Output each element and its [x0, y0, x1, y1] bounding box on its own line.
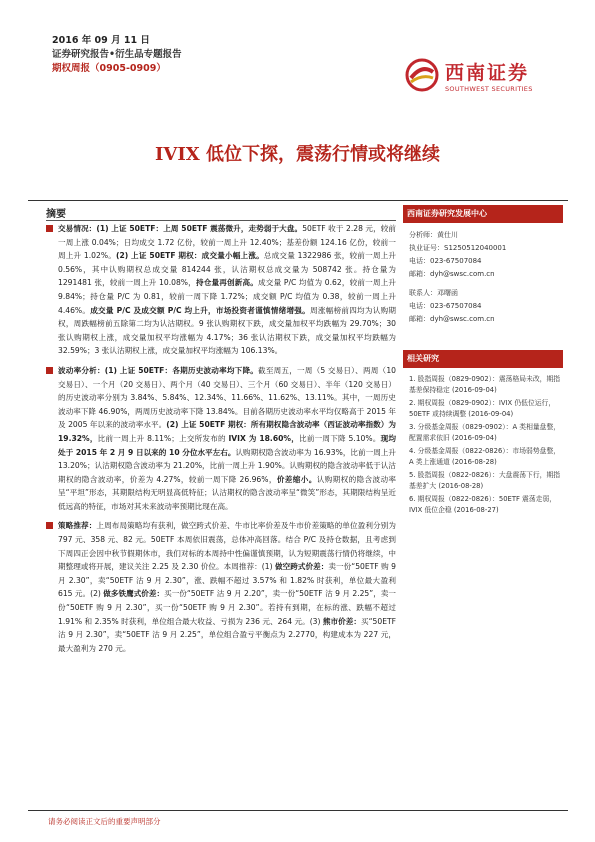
bold-text: 波动率分析：(1) 上证 50ETF：各期历史波动率均下降。 — [58, 365, 259, 375]
bold-text: 持仓量再创新高。 — [195, 278, 259, 288]
body-text: 总成交量 1322986 张，较前一周上升 0.56%，其中认购期权总成交量 814244 张，认沽期权总成交量为 508742 张。持仓量为 1291481 张，较前一周上升 10.08%， — [58, 251, 396, 288]
sidebar — [403, 205, 563, 518]
logo-mark-icon — [405, 58, 439, 92]
divider — [46, 220, 396, 221]
related-item[interactable]: 6. 期权周报（0822-0826）：50ETF 震荡走弱，IVIX 低位企稳 (2016-08-27) — [409, 495, 557, 514]
bold-text: 策略推荐： — [58, 521, 97, 531]
bullet-icon — [46, 367, 53, 374]
body-text: 成交量 P/C 均值为 0.62，较前一周上升 9.84%；持仓量 P/C 为 0.81，较前一周下降 1.72%；成交额 P/C 均值为 0.38，较前一周上升 4.46%。 — [58, 278, 397, 315]
bold-text: 做多铁鹰式价差： — [103, 589, 165, 599]
report-header — [52, 34, 182, 76]
analyst-phone: 电话：023-67507084 — [409, 257, 482, 265]
body-text: 买“50ETF 沽 9 月 2.30”，卖“50ETF 沽 9 月 2.25”，单位组合盈亏平衡点为 2.2770，构建成本为 227 元，最大盈利为 270 元。 — [58, 616, 397, 653]
report-title: IVIX 低位下探，震荡行情或将继续 — [154, 144, 441, 165]
abstract-paragraph — [46, 364, 396, 514]
contact-name: 联系人：邓曙函 — [409, 289, 458, 297]
bullet-icon — [46, 522, 53, 529]
bold-text: 价差缩小。 — [276, 474, 317, 484]
related-item[interactable]: 1. 股指周报（0829-0902）：震荡格局未改，期指基差保持稳定 (2016-09-04) — [409, 375, 561, 394]
report-series: 期权周报（0905-0909） — [52, 63, 166, 74]
bold-text: (2) 上证 50ETF 期权：成交量小幅上涨。 — [116, 251, 264, 261]
center-title: 西南证券研究发展中心 — [403, 205, 563, 223]
analyst-name: 分析师：黄仕川 — [409, 231, 458, 239]
related-item[interactable]: 5. 股指周报（0822-0826）：大盘震荡下行，期指基差扩大 (2016-08-28) — [409, 471, 561, 490]
body-text: 上周布局策略均有获利，做空跨式价差、牛市比率价差及牛市价差策略的单位盈利分别为 797 元、358 元、82 元。50ETF 本周依旧震荡，总体冲高回落。结合 P/C 及持仓数据，且考虑到下周四正会因中秋节假期休市，我们对标的本周持中性偏谨慎预期，认为短期震荡行情仍将继续，中期整理或将开展，建议关注 2.25 及 2.30 价位。本周推荐：(1) — [58, 521, 396, 572]
abstract-label: 摘要 — [46, 209, 66, 220]
report-type: 证券研究报告•衍生品专题报告 — [52, 49, 182, 60]
company-logo — [405, 58, 560, 98]
body-text: 卖一份“50ETF 购 9 月 2.30”，卖“50ETF 沽 9 月 2.30”，涨、跌幅不超过 3.57% 和 1.82% 时获利，单位最大盈利 615 元。(2) — [58, 562, 397, 599]
analyst-email[interactable]: 邮箱：dyh@swsc.com.cn — [409, 270, 495, 278]
related-research-title: 相关研究 — [403, 350, 563, 368]
bullet-icon — [46, 225, 53, 232]
bold-text: 交易情况：(1) 上证 50ETF：上周 50ETF 震荡微升，走势弱于大盘。 — [58, 224, 303, 233]
divider — [28, 810, 568, 811]
report-date: 2016 年 09 月 11 日 — [52, 35, 150, 46]
bold-text: IVIX 为 18.60%， — [228, 433, 300, 443]
disclaimer-footer: 请务必阅读正文后的重要声明部分 — [48, 817, 161, 826]
body-text: 比前一周下降 5.10%。 — [299, 433, 381, 443]
divider — [28, 200, 568, 201]
bold-text: (2) 上证 50ETF 期权：所有期权隐含波动率（西证波动率指数）为 19.32%， — [58, 420, 396, 443]
related-item[interactable]: 4. 分级基金周报（0822-0826）：市场弱势盘整，A 类上涨通道 (2016-08-28) — [409, 447, 561, 466]
body-text: 比前一周上升 8.11%；上交所发布的 — [97, 433, 229, 443]
body-text: 截至周五，一周（5 交易日）、两周（10 交易日）、一个月（20 交易日）、两个月（40 交易日）、三个月（60 交易日）、半年（120 交易日）的历史波动率分别为 3.84%、5.84%、12.34%、11.66%、11.62%、13.11%。其中，一周历史波动率下降 46.90%，两周历史波动率下降 13.84%。目前各期历史波动率水平均仅略高于 2015 年及 2005 年以来的波动率水平。 — [58, 365, 396, 430]
abstract-body — [46, 222, 396, 661]
logo-name-en: SOUTHWEST SECURITIES — [445, 85, 533, 93]
bold-text: 现均处于 2015 年 2 月 9 日以来的 10 分位水平左右。 — [58, 433, 396, 457]
contact-email[interactable]: 邮箱：dyh@swsc.com.cn — [409, 315, 495, 323]
body-text: 认购期权隐含波动率为 16.93%，比前一周上升 13.20%；认沽期权隐含波动率为 21.20%，比前一周上升 1.90%。认购期权的隐含波动率低于认沽期权的隐含波动率，价差为 4.27%，较前一周下降 26.96%， — [58, 447, 397, 484]
abstract-paragraph — [46, 222, 396, 358]
body-text: 周涨幅榜前四均为认购期权，周跌幅榜前五除第二均为认沽期权。9 张认购期权下跌，成交量加权平均跌幅为 29.70%；30 张认购期权上涨，成交量加权平均涨幅为 4.17%；36 张认沽期权下跌，成交量加权平均跌幅为 32.59%；3 张认沽期权上涨，成交量加权平均涨幅为 106.13%。 — [58, 305, 396, 356]
bold-text: 成交量 P/C 及成交额 P/C 均上升，市场投资者谨慎情绪增强。 — [90, 305, 310, 315]
body-text: 买一份“50ETF 沽 9 月 2.20”，卖一份“50ETF 沽 9 月 2.25”，卖一份“50ETF 购 9 月 2.30”，买一份“50ETF 购 9 月 2.30”。若持有到期，在标的涨、跌幅不超过 1.91% 和 2.35% 时获利，单位组合最大收益、亏损为 236 元、264 元。(3) — [58, 589, 396, 626]
contact-phone: 电话：023-67507084 — [409, 302, 482, 310]
abstract-paragraph — [46, 519, 396, 655]
related-research-list — [403, 374, 563, 515]
body-text: 认购期权的隐含波动率呈“平坦”形态，其期限结构无明显高低特征；认沽期权的隐含波动率呈“微笑”形态，其期限结构呈近低远高的特征，市场对其未来波动率预期比现在高。 — [58, 474, 397, 511]
bold-text: 做空跨式价差： — [274, 562, 329, 572]
analyst-info — [403, 223, 563, 326]
related-item[interactable]: 3. 分级基金周报（0829-0902）：A 类相量盘整，配置需求依旧 (2016-09-04) — [409, 423, 561, 442]
related-item[interactable]: 2. 期权周报（0829-0902）：IVIX 仍低位运行，50ETF 或持续调整 (2016-09-04) — [409, 399, 556, 418]
analyst-cert: 执业证号：S1250512040001 — [409, 244, 507, 252]
bold-text: 熊市价差： — [322, 616, 361, 626]
logo-name-cn: 西南证券 — [445, 62, 530, 84]
body-text: 50ETF 收于 2.28 元，较前一周上涨 0.04%；日均成交 1.72 亿份，较前一周上升 12.40%；基差份额 124.16 亿份，较前一周上升 1.02%。 — [58, 224, 396, 261]
